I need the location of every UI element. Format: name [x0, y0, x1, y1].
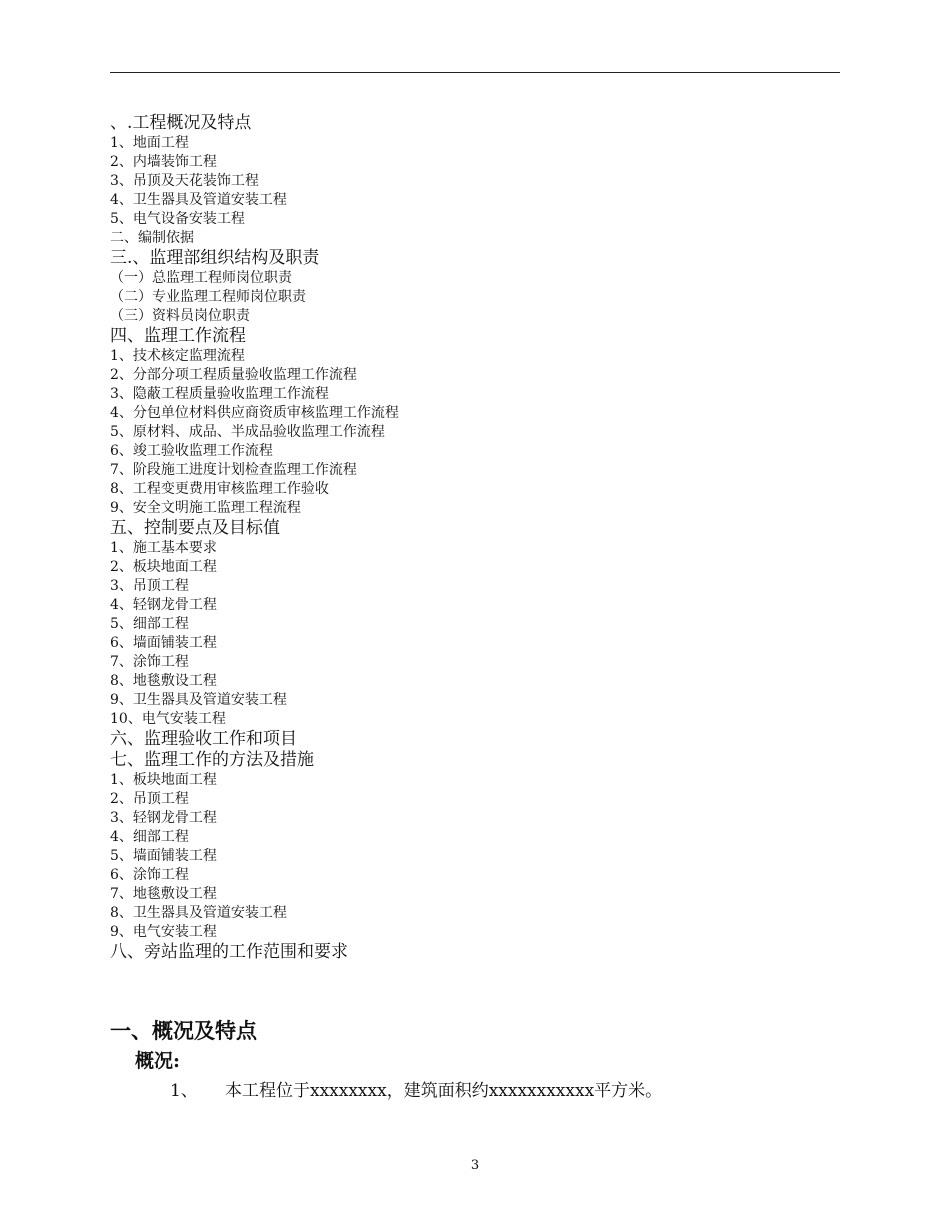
toc-item: 4、分包单位材料供应商资质审核监理工作流程 [110, 405, 399, 421]
toc-item: 3、隐蔽工程质量验收监理工作流程 [110, 386, 329, 402]
toc-item: （二）专业监理工程师岗位职责 [110, 289, 306, 305]
toc-item: 2、吊顶工程 [110, 791, 189, 807]
toc-item: 3、轻钢龙骨工程 [110, 810, 217, 826]
toc-item: 3、吊顶工程 [110, 578, 189, 594]
paragraph-text: 本工程位于xxxxxxxx，建筑面积约xxxxxxxxxxx平方米。 [225, 1081, 663, 1101]
toc-item: 5、电气设备安装工程 [110, 211, 245, 227]
toc-item: 4、轻钢龙骨工程 [110, 597, 217, 613]
toc-item: 6、竣工验收监理工作流程 [110, 443, 273, 459]
toc-heading: 三.、监理部组织结构及职责 [110, 248, 320, 268]
toc-item: 10、电气安装工程 [110, 711, 226, 727]
section-title: 一、概况及特点 [110, 1018, 257, 1043]
toc-heading: 四、监理工作流程 [110, 326, 246, 346]
toc-item: 8、工程变更费用审核监理工作验收 [110, 481, 329, 497]
toc-heading: 七、监理工作的方法及措施 [110, 750, 314, 770]
toc-item: （一）总监理工程师岗位职责 [110, 270, 292, 286]
toc-item: 7、阶段施工进度计划检查监理工作流程 [110, 462, 357, 478]
section-paragraph [110, 1076, 830, 1106]
toc-item: 5、原材料、成品、半成品验收监理工作流程 [110, 424, 385, 440]
page-number: 3 [470, 1158, 480, 1173]
header-rule [110, 72, 840, 73]
toc-item: 7、地毯敷设工程 [110, 886, 217, 902]
toc-item: 5、细部工程 [110, 616, 189, 632]
section-subtitle: 概况: [135, 1050, 181, 1072]
toc-item: 2、板块地面工程 [110, 559, 217, 575]
toc-item: 4、细部工程 [110, 829, 189, 845]
toc-item: 9、安全文明施工监理工程流程 [110, 500, 301, 516]
toc-item: 1、施工基本要求 [110, 540, 217, 556]
toc-item: 3、吊顶及天花装饰工程 [110, 173, 259, 189]
toc-item: 9、卫生器具及管道安装工程 [110, 692, 287, 708]
toc-item: 6、涂饰工程 [110, 867, 189, 883]
toc-item: 2、分部分项工程质量验收监理工作流程 [110, 367, 357, 383]
table-of-contents [110, 113, 810, 963]
toc-item: 2、内墙装饰工程 [110, 154, 217, 170]
toc-item: 二、编制依据 [110, 230, 194, 246]
toc-heading: 六、监理验收工作和项目 [110, 729, 297, 749]
toc-item: 6、墙面铺装工程 [110, 635, 217, 651]
toc-item: 8、卫生器具及管道安装工程 [110, 905, 287, 921]
toc-heading: 五、控制要点及目标值 [110, 518, 280, 538]
toc-item: （三）资料员岗位职责 [110, 308, 250, 324]
paragraph-number: 1、 [170, 1081, 198, 1101]
toc-item: 8、地毯敷设工程 [110, 673, 217, 689]
toc-item: 1、板块地面工程 [110, 772, 217, 788]
toc-item: 1、地面工程 [110, 135, 189, 151]
toc-item: 9、电气安装工程 [110, 924, 217, 940]
toc-heading: 、.工程概况及特点 [110, 113, 252, 133]
toc-item: 5、墙面铺装工程 [110, 848, 217, 864]
toc-item: 7、涂饰工程 [110, 654, 189, 670]
toc-item: 4、卫生器具及管道安装工程 [110, 192, 287, 208]
section-overview [110, 1016, 830, 1106]
toc-heading: 八、旁站监理的工作范围和要求 [110, 942, 348, 962]
toc-item: 1、技术核定监理流程 [110, 348, 245, 364]
